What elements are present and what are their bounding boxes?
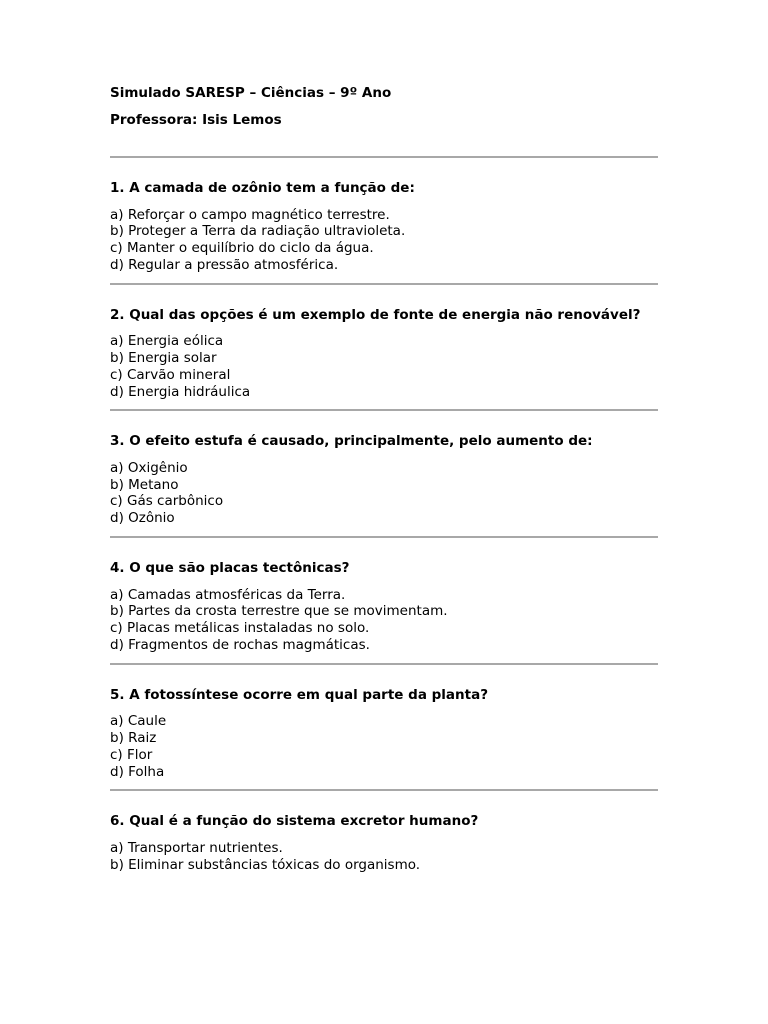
teacher-name: Professora: Isis Lemos bbox=[110, 112, 282, 128]
option-a: a) Oxigênio bbox=[110, 459, 188, 476]
option-b: b) Raiz bbox=[110, 730, 157, 747]
option-list bbox=[110, 713, 658, 780]
question-text: 1. A camada de ozônio tem a função de: bbox=[110, 180, 415, 196]
option-b: b) Metano bbox=[110, 476, 179, 493]
question-text: 5. A fotossíntese ocorre em qual parte da planta? bbox=[110, 686, 489, 703]
option-c: c) Carvão mineral bbox=[110, 366, 231, 383]
option-c: c) Placas metálicas instaladas no solo. bbox=[110, 620, 370, 637]
option-a: a) Energia eólica bbox=[110, 333, 224, 350]
option-b: b) Proteger a Terra da radiação ultravioleta. bbox=[110, 223, 406, 240]
option-d: d) Energia hidráulica bbox=[110, 383, 251, 400]
option-d: d) Regular a pressão atmosférica. bbox=[110, 256, 339, 273]
question-1 bbox=[110, 158, 658, 283]
option-list bbox=[110, 460, 658, 527]
question-text: 3. O efeito estufa é causado, principalmente, pelo aumento de: bbox=[110, 433, 593, 450]
option-b: b) Eliminar substâncias tóxicas do organismo. bbox=[110, 856, 421, 873]
question-6 bbox=[110, 791, 658, 882]
option-b: b) Energia solar bbox=[110, 349, 217, 366]
option-list bbox=[110, 840, 658, 874]
document-title: Simulado SARESP – Ciências – 9º Ano bbox=[110, 85, 392, 101]
option-list bbox=[110, 333, 658, 400]
option-a: a) Transportar nutrientes. bbox=[110, 839, 283, 856]
question-4 bbox=[110, 538, 658, 663]
question-text: 4. O que são placas tectônicas? bbox=[110, 560, 350, 577]
option-a: a) Caule bbox=[110, 713, 167, 730]
option-d: d) Fragmentos de rochas magmáticas. bbox=[110, 636, 370, 653]
question-3 bbox=[110, 411, 658, 536]
option-list bbox=[110, 207, 658, 274]
question-2 bbox=[110, 285, 658, 410]
option-list bbox=[110, 587, 658, 654]
option-c: c) Manter o equilíbrio do ciclo da água. bbox=[110, 240, 374, 257]
option-d: d) Folha bbox=[110, 763, 165, 780]
question-5 bbox=[110, 665, 658, 790]
option-c: c) Gás carbônico bbox=[110, 493, 224, 510]
option-a: a) Reforçar o campo magnético terrestre. bbox=[110, 206, 390, 223]
option-d: d) Ozônio bbox=[110, 510, 175, 527]
option-a: a) Camadas atmosféricas da Terra. bbox=[110, 586, 346, 603]
option-c: c) Flor bbox=[110, 746, 153, 763]
question-text: 6. Qual é a função do sistema excretor humano? bbox=[110, 813, 479, 830]
question-text: 2. Qual das opções é um exemplo de fonte de energia não renovável? bbox=[110, 306, 641, 323]
document-page bbox=[110, 84, 658, 883]
option-b: b) Partes da crosta terrestre que se movimentam. bbox=[110, 603, 448, 620]
